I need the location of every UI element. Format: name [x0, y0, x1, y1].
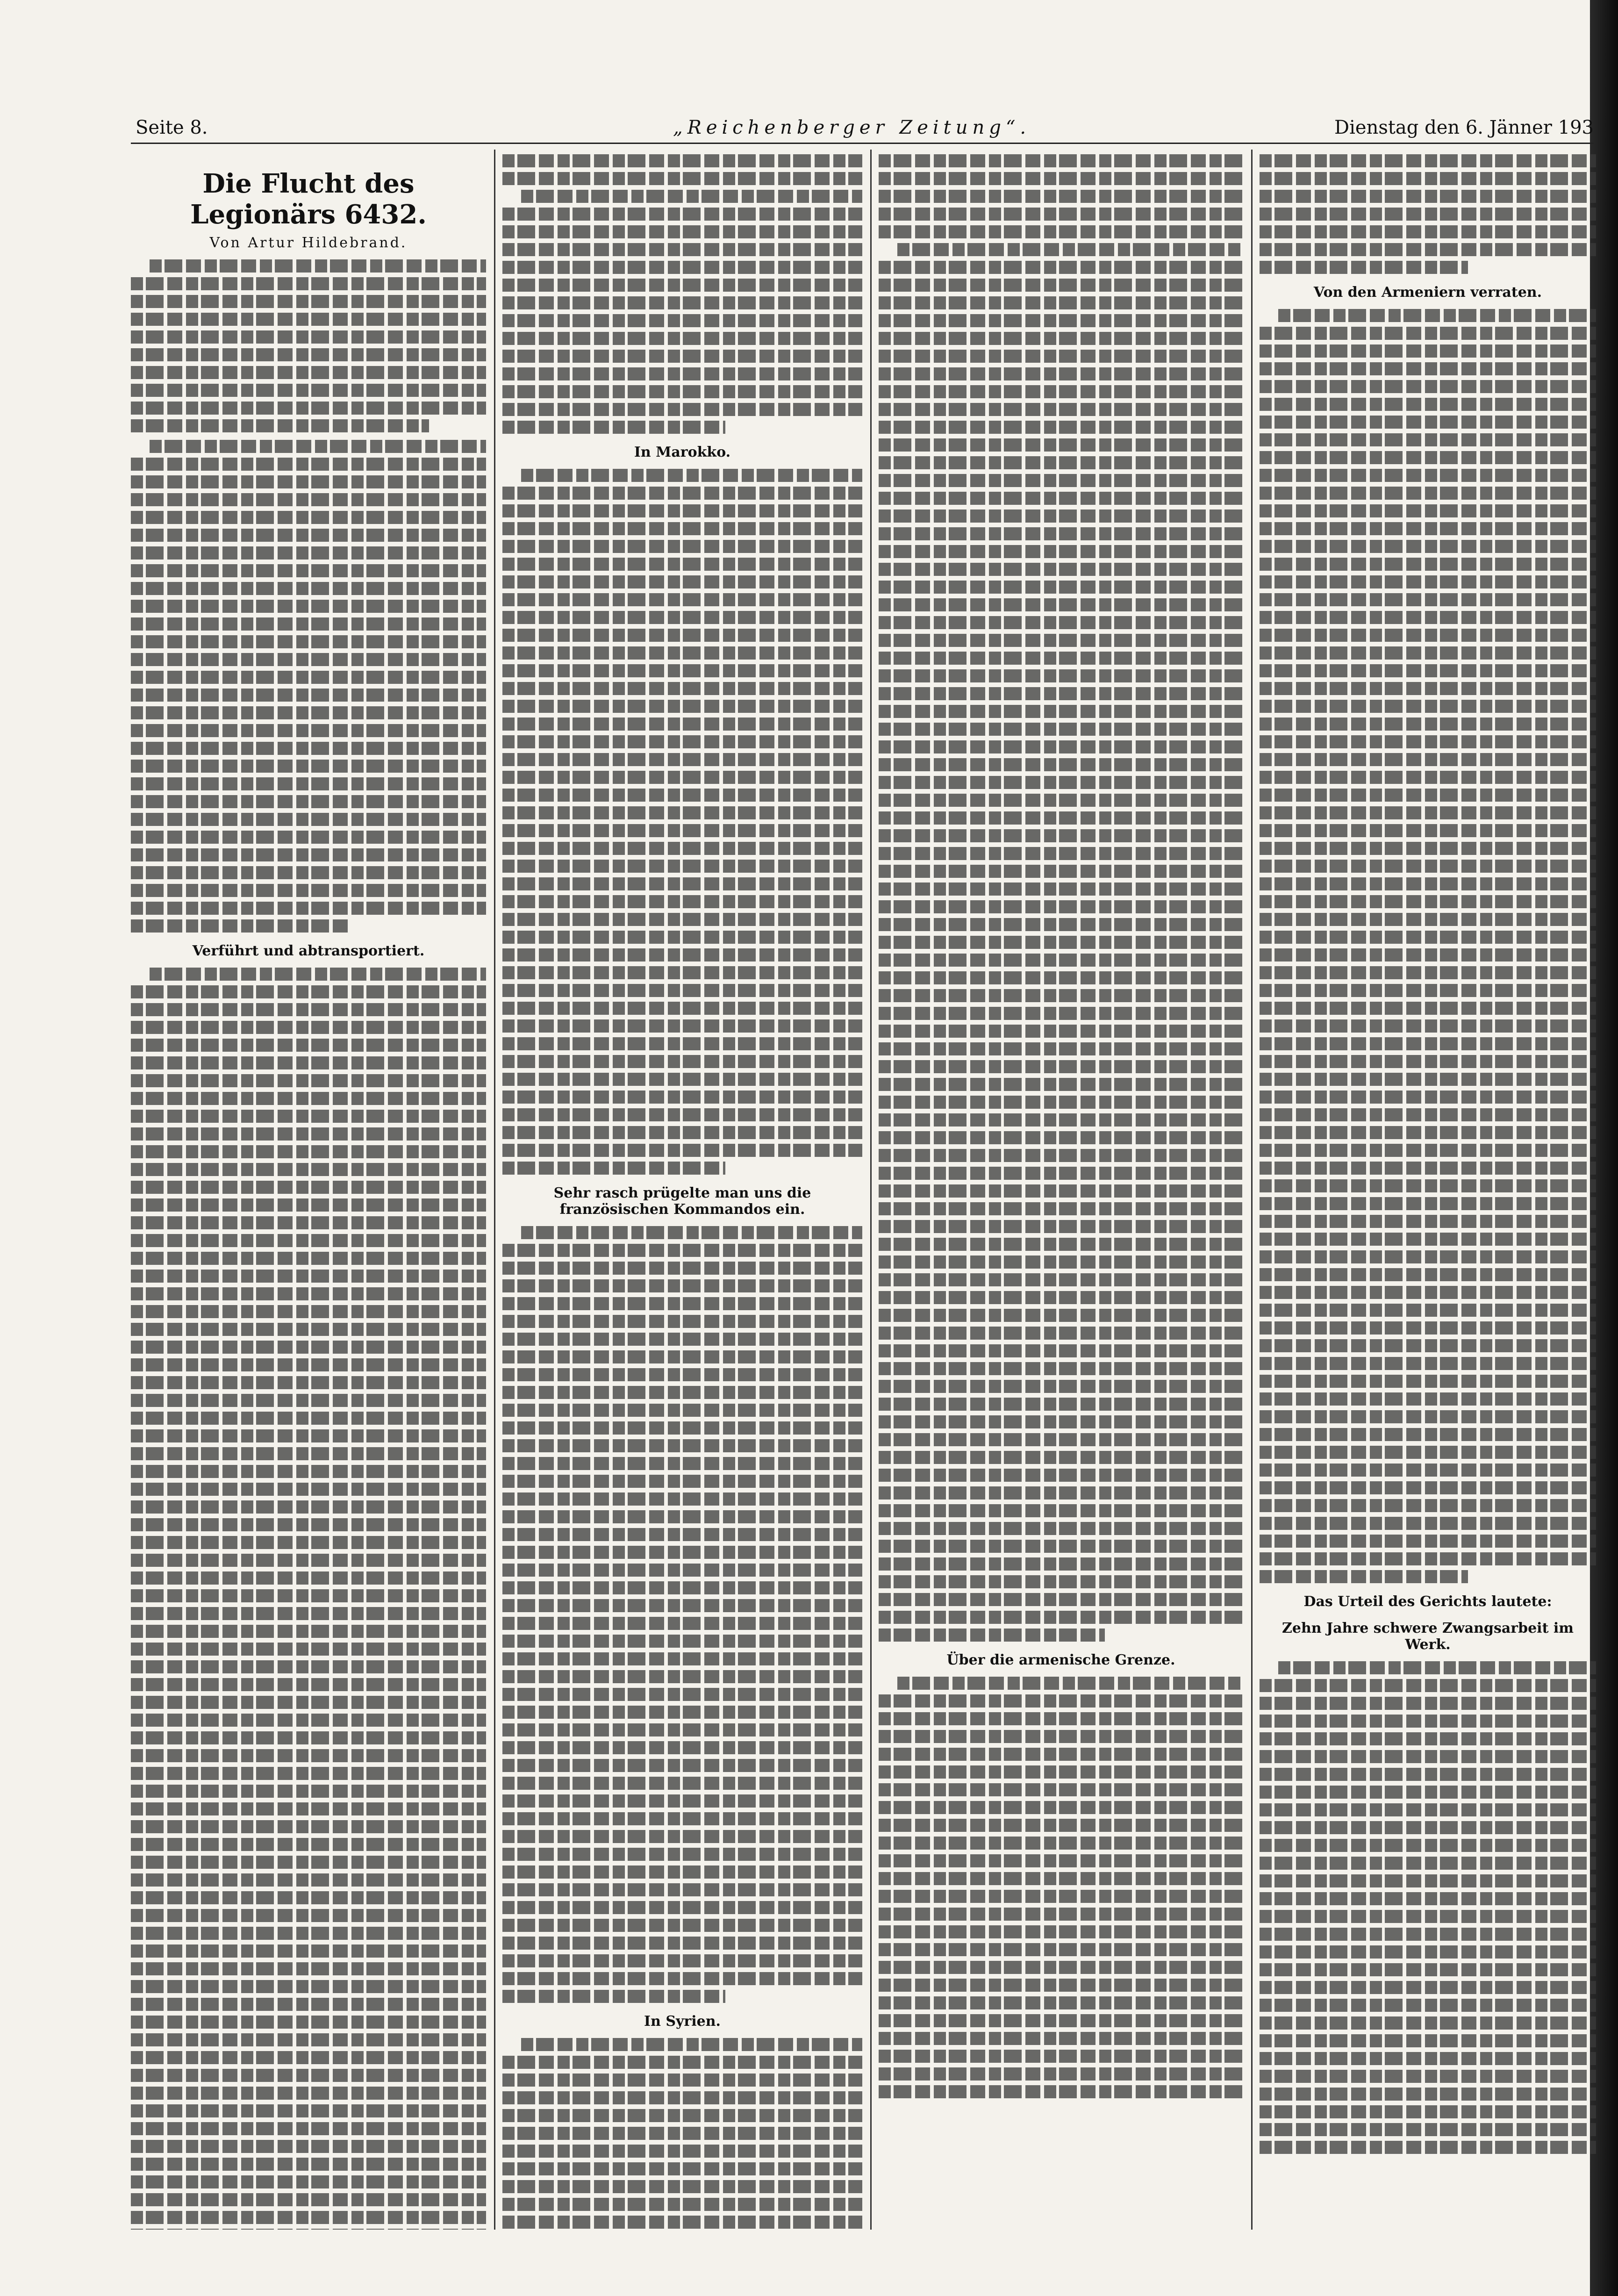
section-heading: Das Urteil des Gerichts lautete:	[1303, 1593, 1552, 1610]
article-headline: Die Flucht des Legionärs 6432.	[190, 168, 427, 230]
body-paragraph	[879, 1677, 1243, 2098]
header-rule	[131, 143, 1594, 144]
column-2	[502, 154, 862, 2230]
body-paragraph	[502, 1226, 862, 2003]
body-paragraph	[131, 440, 486, 933]
article-byline: Von Artur Hildebrand.	[209, 235, 408, 251]
page-number: Seite 8.	[136, 117, 208, 138]
column-3	[879, 154, 1243, 2230]
column-1	[131, 154, 486, 2230]
section-heading: Verführt und abtransportiert.	[192, 943, 425, 959]
intro-paragraph	[131, 259, 486, 432]
section-heading: Über die armenische Grenze.	[946, 1652, 1175, 1668]
column-divider	[870, 150, 872, 2230]
section-heading: In Marokko.	[634, 444, 731, 460]
issue-date: Dienstag den 6. Jänner 193	[1334, 117, 1594, 138]
section-heading: Von den Armeniern verraten.	[1313, 284, 1542, 301]
body-paragraph	[1260, 1661, 1596, 2154]
body-paragraph	[879, 154, 1243, 1642]
section-heading: Sehr rasch prügelte man uns die französischen Kommandos ein.	[553, 1185, 811, 1218]
section-heading: Zehn Jahre schwere Zwangsarbeit im Werk.	[1282, 1620, 1574, 1653]
column-divider	[494, 150, 495, 2230]
body-paragraph	[502, 2038, 862, 2230]
body-paragraph	[502, 469, 862, 1175]
body-paragraph	[502, 154, 862, 434]
body-paragraph	[131, 968, 486, 2230]
body-paragraph	[1260, 154, 1596, 274]
column-4	[1260, 154, 1596, 2230]
section-heading: In Syrien.	[644, 2013, 721, 2030]
column-divider	[1251, 150, 1253, 2230]
body-paragraph	[1260, 309, 1596, 1583]
newspaper-title: „Reichenberger Zeitung“.	[673, 117, 1031, 138]
page-header	[136, 117, 1594, 154]
